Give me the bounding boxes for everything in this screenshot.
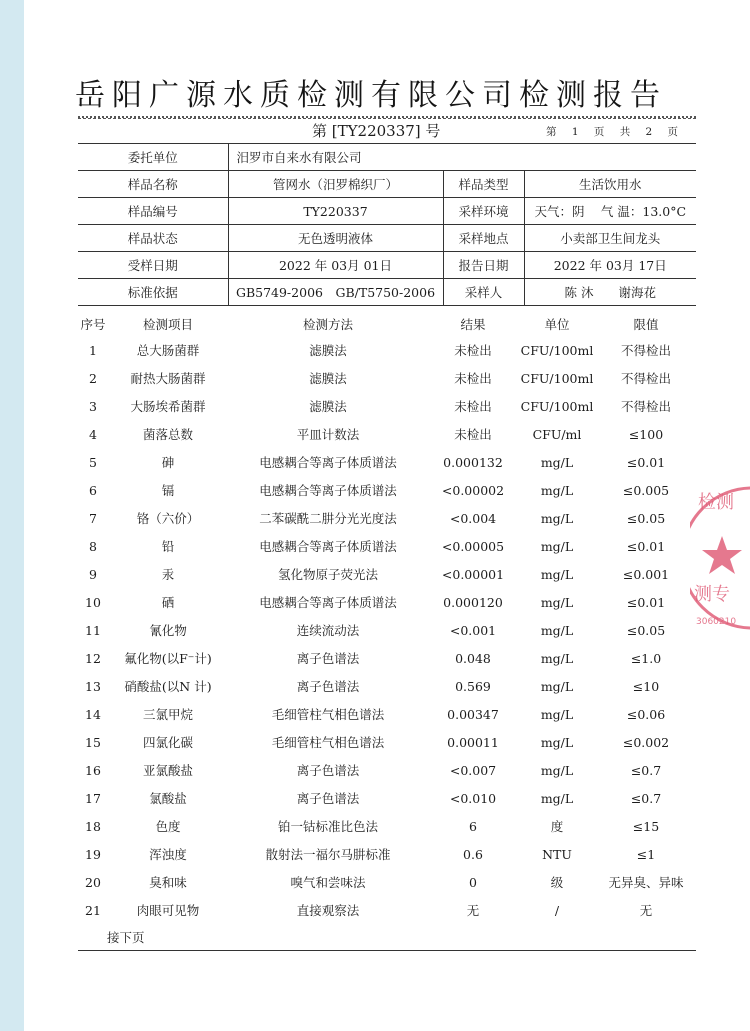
cell-limit: ≤1.0 <box>630 650 662 666</box>
cell-method: 毛细管柱气相色谱法 <box>271 735 385 750</box>
cell-item: 四氯化碳 <box>142 735 193 750</box>
environment-value: 天气：阴 气 温：13.0°C <box>524 198 696 225</box>
cell-result: 0.000120 <box>443 594 503 610</box>
continued-note: 接下页 <box>107 930 145 945</box>
cell-limit: ≤100 <box>628 426 664 442</box>
cell-method: 直接观察法 <box>296 903 360 918</box>
cell-no: 9 <box>89 566 97 582</box>
cell-result: 未检出 <box>454 399 492 414</box>
cell-result: 0.00347 <box>447 706 499 722</box>
table-row <box>78 504 696 532</box>
report-title: 岳阳广源水质检测有限公司检测报告 <box>75 78 667 113</box>
cell-no: 15 <box>85 734 101 750</box>
cell-limit: 不得检出 <box>620 399 671 414</box>
cell-item: 色度 <box>155 819 181 834</box>
sample-id-value: TY220337 <box>228 198 443 225</box>
column-header-method: 检测方法 <box>302 317 353 332</box>
cell-result: 未检出 <box>454 427 492 442</box>
cell-unit: mg/L <box>540 510 574 526</box>
page-info: 第 1 页 共 2 页 <box>546 126 679 138</box>
cell-unit: mg/L <box>540 594 574 610</box>
cell-unit: mg/L <box>540 790 574 806</box>
cell-result: 0.569 <box>455 678 491 694</box>
bottom-rule <box>78 950 696 951</box>
cell-result: 0.00011 <box>447 734 499 750</box>
cell-result: <0.004 <box>449 510 497 526</box>
cell-item: 砷 <box>161 455 175 470</box>
cell-method: 离子色谱法 <box>296 763 360 778</box>
sample-name-label: 样品名称 <box>78 171 228 198</box>
cell-unit: CFU/100ml <box>520 370 594 386</box>
cell-limit: ≤0.01 <box>626 454 666 470</box>
cell-unit: mg/L <box>540 566 574 582</box>
table-row <box>78 588 696 616</box>
sampler-value: 陈 沐 谢海花 <box>524 279 696 306</box>
cell-result: 0.000132 <box>443 454 503 470</box>
table-row <box>78 644 696 672</box>
cell-no: 21 <box>85 902 101 918</box>
cell-item: 大肠埃希菌群 <box>130 399 206 414</box>
standard-row <box>78 279 696 306</box>
table-row <box>78 868 696 896</box>
cell-item: 菌落总数 <box>142 427 193 442</box>
received-label: 受样日期 <box>78 252 228 279</box>
sample-type-label: 样品类型 <box>443 171 524 198</box>
cell-limit: ≤0.05 <box>626 622 666 638</box>
cell-no: 19 <box>85 846 101 862</box>
cell-item: 硝酸盐(以N 计) <box>124 679 212 694</box>
table-row <box>78 672 696 700</box>
cell-no: 11 <box>85 622 101 638</box>
cell-limit: 无异臭、异味 <box>608 875 684 890</box>
cell-unit: mg/L <box>540 622 574 638</box>
sample-name-value: 管网水（汨罗棉织厂） <box>228 171 443 198</box>
received-value: 2022 年 03月 01日 <box>228 252 443 279</box>
table-row <box>78 532 696 560</box>
cell-method: 离子色谱法 <box>296 791 360 806</box>
svg-text:检测: 检测 <box>698 492 734 513</box>
column-header-unit: 单位 <box>544 317 570 332</box>
cell-no: 13 <box>85 678 101 694</box>
sample-state-label: 样品状态 <box>78 225 228 252</box>
cell-item: 镉 <box>161 483 175 498</box>
cell-limit: ≤0.01 <box>626 594 666 610</box>
cell-no: 17 <box>85 790 101 806</box>
cell-no: 20 <box>85 874 101 890</box>
cell-unit: mg/L <box>540 678 574 694</box>
cell-no: 16 <box>85 762 101 778</box>
cell-limit: ≤0.06 <box>626 706 666 722</box>
cell-method: 二苯碳酰二肼分光光度法 <box>259 511 397 526</box>
cell-unit: mg/L <box>540 454 574 470</box>
cell-item: 铅 <box>161 539 175 554</box>
cell-item: 氯酸盐 <box>149 791 187 806</box>
cell-item: 臭和味 <box>149 875 187 890</box>
cell-result: 未检出 <box>454 371 492 386</box>
cell-no: 4 <box>89 426 97 442</box>
sampler-label: 采样人 <box>443 279 524 306</box>
cell-method: 滤膜法 <box>309 343 347 358</box>
table-row <box>78 756 696 784</box>
cell-no: 18 <box>85 818 101 834</box>
cell-limit: ≤0.002 <box>622 734 670 750</box>
received-row <box>78 252 696 279</box>
table-row <box>78 364 696 392</box>
cell-no: 1 <box>89 342 97 358</box>
column-header-item: 检测项目 <box>142 317 193 332</box>
cell-no: 2 <box>89 370 97 386</box>
results-body <box>78 336 696 924</box>
cell-method: 嗅气和尝味法 <box>290 875 366 890</box>
cell-method: 滤膜法 <box>309 371 347 386</box>
cell-method: 电感耦合等离子体质谱法 <box>259 483 397 498</box>
cell-limit: ≤15 <box>632 818 660 834</box>
cell-item: 三氯甲烷 <box>142 707 193 722</box>
results-header-row <box>78 312 696 336</box>
column-header-result: 结果 <box>460 317 486 332</box>
cell-no: 12 <box>85 650 101 666</box>
cell-method: 电感耦合等离子体质谱法 <box>259 595 397 610</box>
cell-result: 无 <box>466 903 480 918</box>
sample-id-row <box>78 198 696 225</box>
cell-unit: mg/L <box>540 706 574 722</box>
cell-method: 滤膜法 <box>309 399 347 414</box>
standard-value: GB5749-2006 GB/T5750-2006 <box>228 279 443 306</box>
table-row <box>78 448 696 476</box>
cell-unit: mg/L <box>540 538 574 554</box>
cell-limit: 无 <box>639 903 653 918</box>
table-row <box>78 560 696 588</box>
client-row <box>78 144 696 171</box>
standard-label: 标准依据 <box>78 279 228 306</box>
cell-limit: ≤0.005 <box>622 482 670 498</box>
cell-limit: ≤0.7 <box>630 762 662 778</box>
cell-unit: / <box>554 902 560 918</box>
table-row <box>78 784 696 812</box>
cell-method: 离子色谱法 <box>296 651 360 666</box>
cell-result: <0.010 <box>449 790 497 806</box>
cell-method: 离子色谱法 <box>296 679 360 694</box>
cell-unit: mg/L <box>540 762 574 778</box>
cell-unit: NTU <box>542 846 572 862</box>
column-header-limit: 限值 <box>633 317 659 332</box>
cell-result: 0.6 <box>463 846 483 862</box>
cell-result: <0.001 <box>449 622 497 638</box>
table-row <box>78 896 696 924</box>
table-row <box>78 616 696 644</box>
report-number: 第 [TY220337] 号 <box>312 122 441 140</box>
report-date-label: 报告日期 <box>443 252 524 279</box>
cell-item: 氰化物 <box>149 623 187 638</box>
location-label: 采样地点 <box>443 225 524 252</box>
results-table <box>78 312 696 924</box>
sample-id-label: 样品编号 <box>78 198 228 225</box>
cell-limit: ≤10 <box>632 678 660 694</box>
cell-unit: CFU/100ml <box>520 342 594 358</box>
table-row <box>78 700 696 728</box>
table-row <box>78 420 696 448</box>
cell-unit: 级 <box>550 875 564 890</box>
title-divider-bottom <box>78 118 696 119</box>
cell-result: 6 <box>469 818 477 834</box>
column-header-no: 序号 <box>80 317 106 332</box>
table-row <box>78 336 696 364</box>
cell-no: 3 <box>89 398 97 414</box>
cell-item: 汞 <box>161 567 175 582</box>
cell-method: 连续流动法 <box>296 623 360 638</box>
cell-result: <0.00002 <box>441 482 505 498</box>
cell-no: 6 <box>89 482 97 498</box>
svg-text:3060210: 3060210 <box>696 617 737 627</box>
cell-item: 氟化物(以F⁻计) <box>124 651 212 666</box>
cell-limit: ≤0.7 <box>630 790 662 806</box>
table-row <box>78 728 696 756</box>
cell-unit: mg/L <box>540 734 574 750</box>
binding-edge <box>0 0 24 1031</box>
cell-method: 氢化物原子荧光法 <box>277 567 378 582</box>
cell-limit: 不得检出 <box>620 371 671 386</box>
svg-text:测专: 测专 <box>694 584 730 605</box>
cell-method: 散射法一福尔马肼标准 <box>265 847 391 862</box>
location-value: 小卖部卫生间龙头 <box>524 225 696 252</box>
cell-item: 肉眼可见物 <box>136 903 200 918</box>
cell-unit: 度 <box>550 819 564 834</box>
sample-type-value: 生活饮用水 <box>524 171 696 198</box>
cell-no: 5 <box>89 454 97 470</box>
table-row <box>78 476 696 504</box>
environment-label: 采样环境 <box>443 198 524 225</box>
cell-method: 电感耦合等离子体质谱法 <box>259 455 397 470</box>
cell-no: 10 <box>85 594 101 610</box>
cell-unit: mg/L <box>540 650 574 666</box>
sample-info-table <box>78 143 696 306</box>
cell-unit: CFU/ml <box>532 426 582 442</box>
cell-item: 总大肠菌群 <box>136 343 200 358</box>
cell-unit: mg/L <box>540 482 574 498</box>
table-row <box>78 840 696 868</box>
cell-result: <0.00005 <box>441 538 505 554</box>
cell-no: 14 <box>85 706 101 722</box>
official-seal <box>690 478 750 638</box>
cell-item: 铬（六价） <box>136 511 200 526</box>
sample-state-row <box>78 225 696 252</box>
client-value: 汨罗市自来水有限公司 <box>228 144 696 171</box>
table-row <box>78 392 696 420</box>
cell-limit: ≤0.001 <box>622 566 670 582</box>
cell-item: 浑浊度 <box>149 847 187 862</box>
cell-limit: ≤1 <box>636 846 656 862</box>
cell-item: 亚氯酸盐 <box>142 763 193 778</box>
cell-result: <0.007 <box>449 762 497 778</box>
cell-no: 8 <box>89 538 97 554</box>
cell-limit: ≤0.05 <box>626 510 666 526</box>
sample-name-row <box>78 171 696 198</box>
cell-limit: ≤0.01 <box>626 538 666 554</box>
cell-no: 7 <box>89 510 97 526</box>
cell-item: 耐热大肠菌群 <box>130 371 206 386</box>
cell-unit: CFU/100ml <box>520 398 594 414</box>
sample-state-value: 无色透明液体 <box>228 225 443 252</box>
report-date-value: 2022 年 03月 17日 <box>524 252 696 279</box>
table-row <box>78 812 696 840</box>
cell-result: 未检出 <box>454 343 492 358</box>
cell-item: 硒 <box>161 595 175 610</box>
cell-method: 毛细管柱气相色谱法 <box>271 707 385 722</box>
cell-method: 铂一钴标准比色法 <box>277 819 378 834</box>
cell-limit: 不得检出 <box>620 343 671 358</box>
cell-result: 0 <box>469 874 477 890</box>
cell-result: <0.00001 <box>441 566 505 582</box>
cell-result: 0.048 <box>455 650 491 666</box>
cell-method: 电感耦合等离子体质谱法 <box>259 539 397 554</box>
cell-method: 平皿计数法 <box>296 427 360 442</box>
client-label: 委托单位 <box>78 144 228 171</box>
